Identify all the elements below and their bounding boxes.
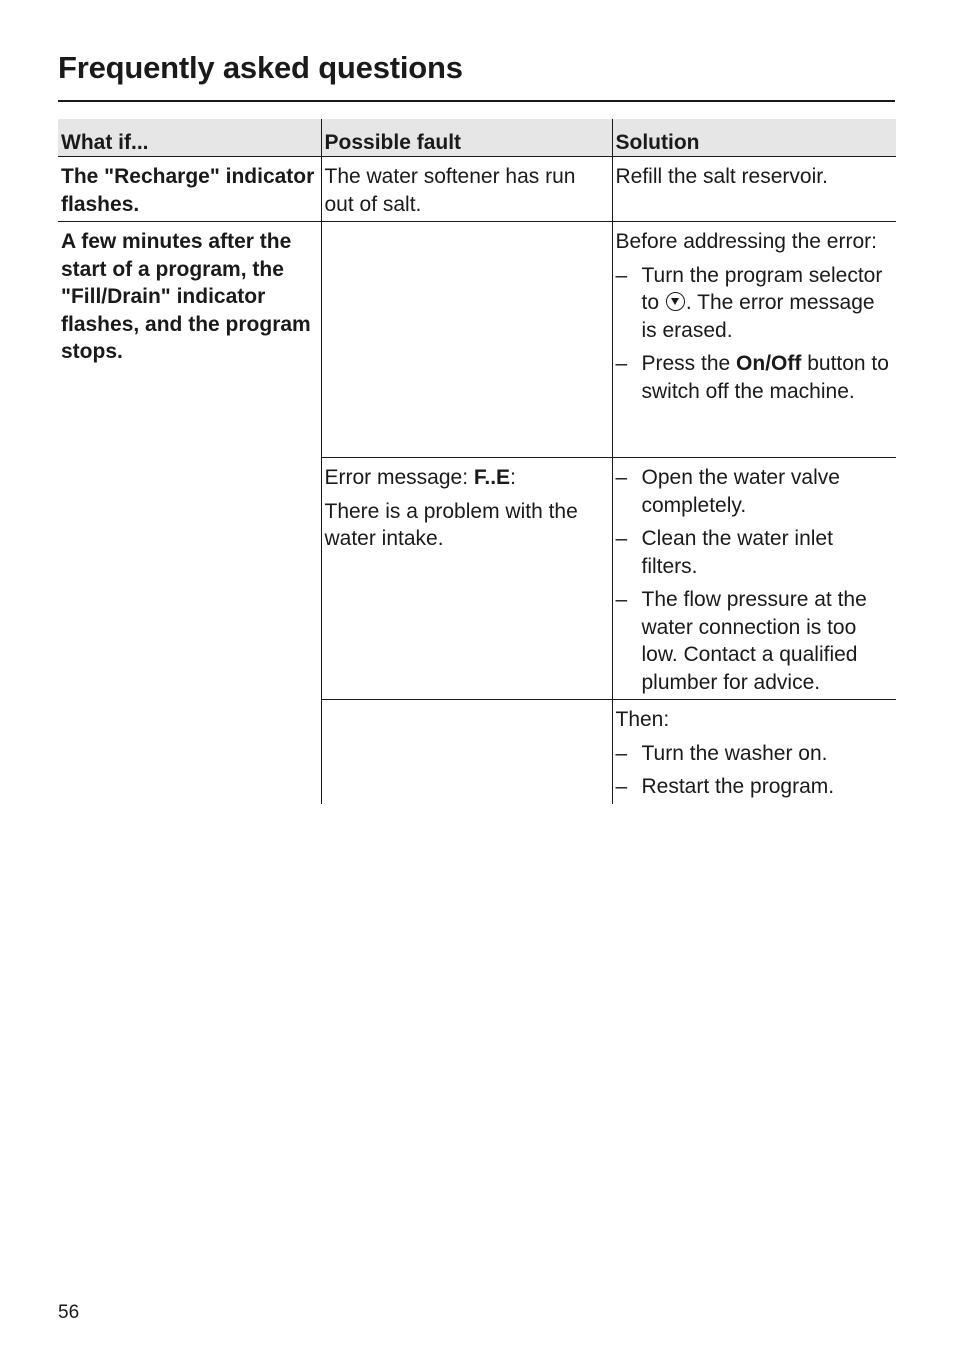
drain-symbol-icon: [666, 292, 685, 311]
error-solution-3: The flow pressure at the water connection is too low. Contact a qualified plumber for advice.: [641, 588, 867, 694]
error-solution-2: Clean the water inlet filters.: [641, 527, 833, 578]
what-if-recharge: The "Recharge" indicator flashes.: [58, 157, 321, 222]
dash-mark: –: [615, 527, 628, 550]
then-step-2: Restart the program.: [641, 775, 835, 798]
before-step-1: Turn the program selector to . The error message is erased.: [641, 263, 883, 342]
on-off-label: On/Off: [736, 352, 802, 375]
solution-recharge: Refill the salt reservoir.: [612, 157, 896, 222]
list-item: [616, 586, 894, 696]
dash-mark: –: [615, 466, 628, 489]
error-description: There is a problem with the water intake.: [324, 499, 578, 550]
dash-mark: –: [615, 741, 628, 765]
page-number: 56: [58, 1302, 80, 1323]
then-intro: Then:: [615, 708, 670, 731]
title-rule: [58, 100, 895, 102]
solution-before: [612, 222, 896, 458]
table-header-row: [58, 119, 896, 157]
fault-error-fe: [321, 458, 612, 700]
dash-mark: –: [615, 263, 628, 287]
header-possible-fault: Possible fault: [321, 119, 612, 157]
page-title: Frequently asked questions: [58, 50, 463, 85]
dash-mark: –: [615, 352, 628, 375]
before-step-2: Press the On/Off button to switch off the machine.: [641, 352, 889, 403]
before-intro: Before addressing the error:: [615, 230, 877, 253]
fault-empty: [321, 222, 612, 458]
dash-mark: –: [615, 588, 628, 611]
then-step-1: Turn the washer on.: [641, 741, 828, 765]
what-if-fill-drain: A few minutes after the start of a program, the "Fill/Drain" indicator flashes, and the program stops.: [61, 230, 311, 363]
fault-recharge: The water softener has run out of salt.: [321, 157, 612, 222]
list-item: [616, 350, 894, 405]
header-solution: Solution: [612, 119, 896, 157]
dash-mark: –: [615, 775, 628, 798]
header-what-if: What if...: [58, 119, 321, 157]
list-item: [616, 262, 894, 345]
error-solution-1: Open the water valve completely.: [641, 466, 840, 517]
error-message-line: Error message: F..E:: [324, 466, 516, 489]
list-item: [616, 740, 894, 768]
table-row: [58, 222, 896, 458]
table-row: [58, 157, 896, 222]
solution-error: [612, 458, 896, 700]
error-code: F..E: [473, 466, 511, 489]
fault-empty: [321, 700, 612, 804]
list-item: [616, 525, 894, 580]
list-item: [616, 464, 894, 519]
list-item: [616, 773, 894, 801]
solution-then: [612, 700, 896, 804]
faq-table: [58, 119, 896, 804]
